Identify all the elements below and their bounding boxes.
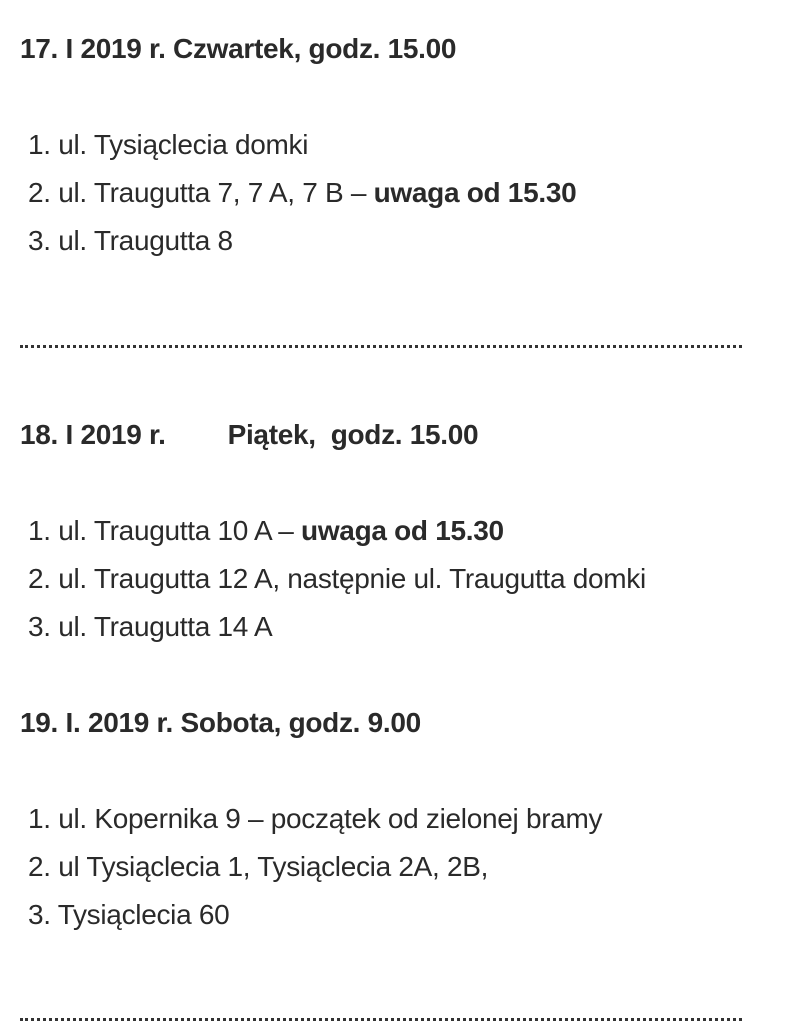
list-item-note: uwaga od 15.30 — [373, 177, 577, 208]
list-item-text: 1. ul. Kopernika 9 – początek od zielonej bramy — [28, 803, 603, 834]
list-item — [28, 128, 308, 162]
list-item — [28, 898, 229, 932]
list-item-note: uwaga od 15.30 — [301, 515, 504, 546]
list-item — [28, 610, 272, 644]
list-item — [28, 562, 646, 596]
list-item — [28, 850, 488, 884]
list-item — [28, 802, 602, 836]
section-day-time: Czwartek, godz. 15.00 — [173, 33, 457, 64]
list-item-text: 2. ul. Traugutta 7, 7 A, 7 B – — [28, 177, 374, 208]
list-item-text: 2. ul. Traugutta 12 A, następnie ul. Traugutta domki — [28, 563, 646, 594]
section-heading-3 — [20, 706, 421, 740]
dotted-divider — [20, 345, 742, 348]
section-date: 19. I. 2019 r. — [20, 707, 174, 738]
list-item-text: 3. ul. Traugutta 14 A — [28, 611, 273, 642]
list-item-text: 2. ul Tysiąclecia 1, Tysiąclecia 2A, 2B, — [28, 851, 489, 882]
list-item-text: 3. Tysiąclecia 60 — [28, 899, 230, 930]
list-item — [28, 176, 576, 210]
section-date: 17. I 2019 r. — [20, 33, 166, 64]
section-date: 18. I 2019 r. — [20, 419, 166, 450]
list-item-text: 3. ul. Traugutta 8 — [28, 225, 233, 256]
section-heading-1 — [20, 32, 456, 66]
list-item — [28, 224, 233, 258]
dotted-divider — [20, 1018, 742, 1021]
list-item — [28, 514, 504, 548]
list-item-text: 1. ul. Tysiąclecia domki — [28, 129, 309, 160]
section-day-time: Sobota, godz. 9.00 — [180, 707, 421, 738]
list-item-text: 1. ul. Traugutta 10 A – — [28, 515, 302, 546]
section-day-time: Piątek, godz. 15.00 — [227, 419, 479, 450]
section-heading-2 — [20, 418, 478, 452]
